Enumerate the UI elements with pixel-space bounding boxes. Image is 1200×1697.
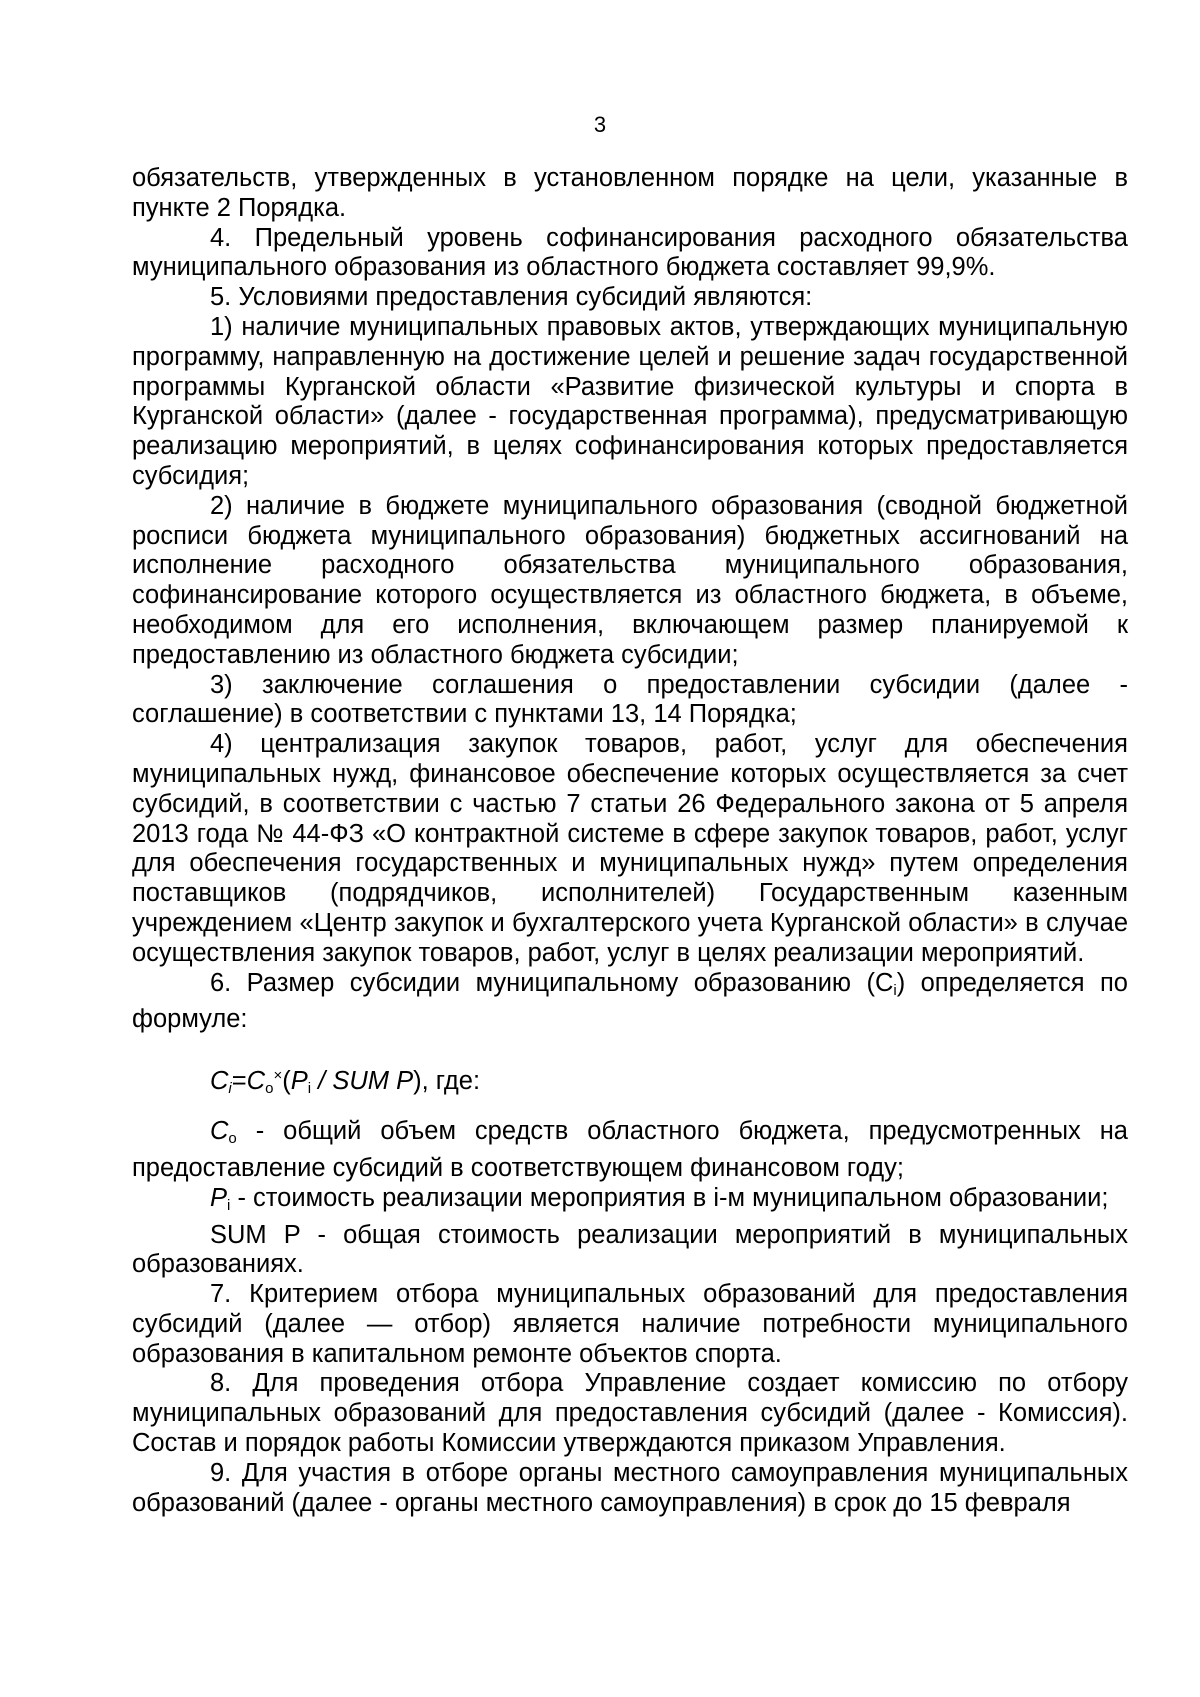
- paragraph-5-item-3: 3) заключение соглашения о предоставлении субсидии (далее - соглашение) в соответствии с пунктами 13, 14 Порядка;: [132, 670, 1128, 729]
- paragraph-5-item-2: 2) наличие в бюджете муниципального образования (сводной бюджетной росписи бюджета муниципального образования) бюджетных ассигнований на исполнение расходного обязательства муниципального образования, софинансирование которого осуществляется из областного бюджета, в объеме, необходимом для его исполнения, включающем размер планируемой к предоставлению из областного бюджета субсидии;: [132, 491, 1128, 669]
- formula-pi-symbol: P: [290, 1067, 308, 1096]
- definition-co-subscript: o: [228, 1130, 237, 1148]
- definition-co: [132, 1117, 1128, 1184]
- document-body: [132, 164, 1128, 1518]
- formula-co-subscript: o: [265, 1080, 274, 1098]
- paragraph-8: 8. Для проведения отбора Управление создает комиссию по отбору муниципальных образований для предоставления субсидий (далее - Комиссия). Состав и порядок работы Комиссии утверждаются приказом Управления.: [132, 1369, 1128, 1458]
- spacer: [132, 1035, 1128, 1061]
- definition-co-symbol: C: [210, 1117, 229, 1146]
- formula-equals: =: [231, 1067, 247, 1096]
- paragraph-9: 9. Для участия в отборе органы местного самоуправления муниципальных образований (далее - органы местного самоуправления) в срок до 15 февраля: [132, 1458, 1128, 1517]
- paragraph-6-text-end: ) определяется по формуле:: [132, 968, 1128, 1034]
- formula-sum-p: SUM P: [332, 1067, 414, 1096]
- formula-co-symbol: C: [246, 1067, 266, 1096]
- paragraph-5-item-1: 1) наличие муниципальных правовых актов, утверждающих муниципальную программу, направленную на достижение целей и решение задач государственной программы Курганской области «Развитие физической культуры и спорта в Курганской области» (далее - государственная программа), предусматривающую реализацию мероприятий, в целях софинансирования которых предоставляется субсидия;: [132, 312, 1128, 490]
- subsidy-formula: [132, 1061, 1128, 1098]
- page-number: 3: [593, 112, 607, 137]
- formula-open-paren: (: [282, 1067, 291, 1096]
- paragraph-7: 7. Критерием отбора муниципальных образований для предоставления субсидий (далее — отбор) является наличие потребности муниципального образования в капитальном ремонте объектов спорта.: [132, 1280, 1128, 1368]
- formula-multiply: ×: [273, 1067, 283, 1085]
- paragraph-5-item-4: 4) централизация закупок товаров, работ, услуг для обеспечения муниципальных нужд, финансовое обеспечение которых осуществляется за счет субсидий, в соответствии с частью 7 статьи 26 Федерального закона от 5 апреля 2013 года № 44-ФЗ «О контрактной системе в сфере закупок товаров, работ, услуг для обеспечения государственных и муниципальных нужд» путем определения поставщиков (подрядчиков, исполнителей) Государственным казенным учреждением «Центр закупок и бухгалтерского учета Курганской области» в случае осуществления закупок товаров, работ, услуг в целях реализации мероприятий.: [132, 730, 1128, 967]
- paragraph-5: 5. Условиями предоставления субсидий являются:: [210, 283, 813, 312]
- paragraph-4: 4. Предельный уровень софинансирования расходного обязательства муниципального образования из областного бюджета составляет 99,9%.: [132, 223, 1128, 282]
- definition-pi-symbol: P: [210, 1183, 228, 1212]
- paragraph-continuation: обязательств, утвержденных в установленном порядке на цели, указанные в пункте 2 Порядка.: [132, 164, 1128, 222]
- paragraph-6-subscript: i: [893, 981, 897, 999]
- formula-ci-subscript: i: [228, 1080, 232, 1098]
- definition-sum-p: SUM P - общая стоимость реализации мероприятий в муниципальных образованиях.: [132, 1220, 1128, 1279]
- paragraph-6: [132, 969, 1128, 1036]
- definition-pi-subscript: i: [227, 1196, 231, 1214]
- paragraph-6-text-start: 6. Размер субсидии муниципальному образованию (C: [210, 968, 894, 997]
- formula-close-paren: ),: [413, 1067, 429, 1096]
- formula-slash: /: [311, 1067, 333, 1096]
- formula-pi-subscript: i: [307, 1080, 312, 1098]
- formula-where: где:: [428, 1067, 481, 1096]
- definition-pi-text: - стоимость реализации мероприятия в i-м муниципальном образовании;: [230, 1183, 1109, 1212]
- definition-pi: [132, 1184, 1128, 1221]
- formula-ci-symbol: C: [210, 1067, 229, 1096]
- definition-co-text: - общий объем средств областного бюджета, предусмотренных на предоставление субсидий в соответствующем финансовом году;: [132, 1117, 1128, 1182]
